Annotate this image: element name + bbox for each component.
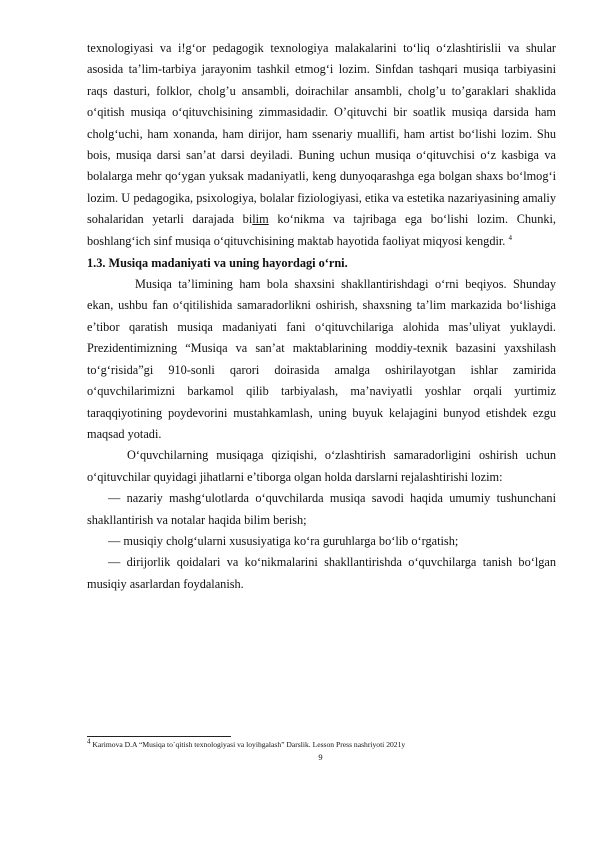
paragraph-1-text-end: ko‘nikma va tajribaga ega bo‘lishi lozim. Chunki, boshlang‘ich sinf musiqa o‘qituvchisining maktab hayotida faoliyat miqyosi kengdir. (87, 212, 556, 248)
page-number: 9 (318, 752, 323, 762)
paragraph-1 (87, 38, 556, 252)
bullet-item-2: — musiqiy cholg‘ularni xususiyatiga ko‘ra guruhlarga bo‘lib o‘rgatish; (108, 533, 459, 548)
footnote-text: Karimova D.A “Musiqa to`qitish texnologiyasi va loyihgalash” Darslik. Lesson Press nashriyoti 2021y (90, 740, 406, 749)
paragraph-3: O‘quvchilarning musiqaga qiziqishi, o‘zlashtirish samaradorligini oshirish uchun o‘qituvchilar quyidagi jihatlarni e’tiborga olgan holda darslarni rejalashtirishi lozim: (87, 448, 556, 484)
bullet-item-1: — nazariy mashg‘ulotlarda o‘quvchilarda musiqa savodi haqida umumiy tushunchani shakllantirish va notalar haqida bilim berish; (87, 491, 556, 527)
bullet-item-3: — dirijorlik qoidalari va ko‘nikmalarini shakllantirishda o‘quvchilarga tanish bo‘lgan musiqiy asarlardan foydalanish. (87, 555, 556, 591)
footnote-divider (87, 736, 231, 737)
section-heading: 1.3. Musiqa madaniyati va uning hayordagi o‘rni. (87, 256, 348, 271)
paragraph-1-text: texnologiyasi va i!g‘or pedagogik texnologiya malakalarini to‘liq o‘zlashtirislii va shular asosida ta’lim-tarbiya jarayonim tashkil etmog‘i lozim. Sinfdan tashqari musiqa tarbiyasini raqs dasturi, folklor, cholg’u ansambli, doirachilar ansambli, cholg’u to’garaklari shaklida o‘qitish musiqa o‘qituvchisining zimmasidadir. O’qituvchi bir soatlik musiqa darsida ham cholg‘uchi, ham xonanda, ham dirijor, ham ssenariy muallifi, ham artist bo‘lishi lozim. Shu bois, musiqa darsi san’at darsi deyiladi. Buning uchun musiqa o‘qituvchisi o‘z kasbiga va bolalarga mehr qo‘ygan yuksak madaniyatli, keng dunyoqarashga ega bolgan shaxs bo‘lmog‘i lozim. U pedagogika, psixologiya, bolalar fiziologiyasi, etika va estetika nazariyasining amaliy sohalaridan yetarli darajada bi (87, 41, 556, 227)
body-text (87, 38, 556, 595)
footnote-reference[interactable]: 4 (508, 233, 512, 242)
footnote (87, 737, 556, 750)
footnote-mark: 4 (87, 737, 91, 746)
underlined-text: lim (252, 212, 269, 227)
paragraph-2: Musiqa ta’limining ham bola shaxsini shakllantirishdagi o‘rni beqiyos. Shunday ekan, ushbu fan o‘qitilishida samaradorlikni oshirish, shaxsning ta’lim markazida bo‘lishiga e’tibor qaratish musiqa madaniyati fani o‘qituvchilariga alohida mas’uliyat yuklaydi. Prezidentimizning “Musiqa va san’at maktablarining moddiy-texnik bazasini yaxshilash to‘g‘risida”gi 910-sonli qarori doirasida amalga oshirilayotgan ishlar zamirida o‘quvchilarimizni barkamol qilib tarbiyalash, ma’naviyatli yoshlar orqali yurtimiz taraqqiyotining poydevorini mustahkamlash, uning buyuk kelajagini bunyod etishdek ezgu maqsad yotadi. (87, 277, 556, 441)
